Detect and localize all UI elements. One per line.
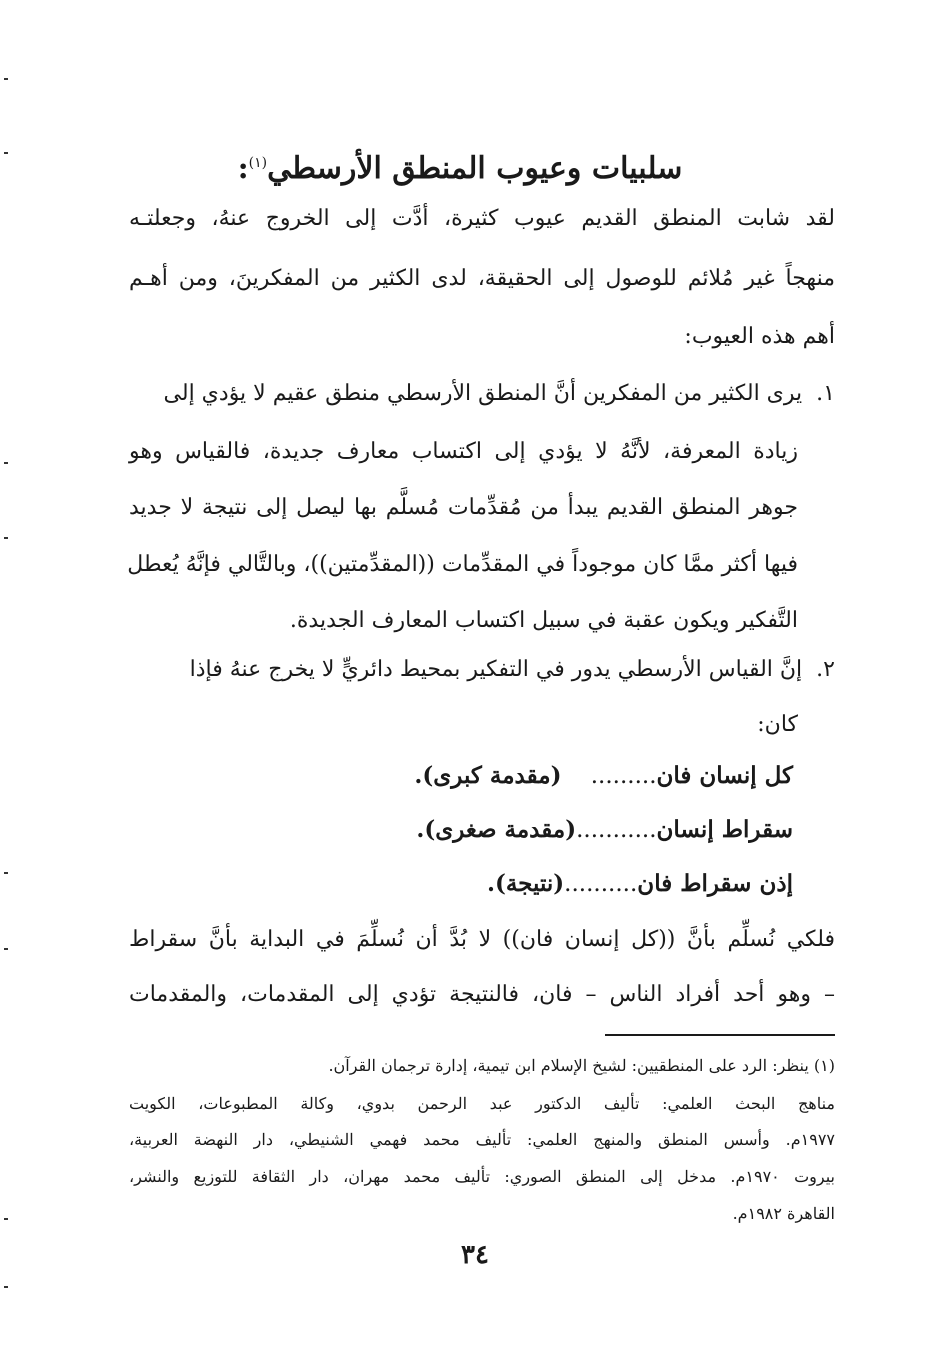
scan-margin-mark [4, 78, 8, 80]
list-item-2-first-line [129, 650, 835, 690]
syllogism-term: سقراط إنسان [656, 816, 793, 843]
syllogism-major-premise [414, 756, 793, 796]
scan-margin-mark [4, 152, 8, 154]
footnote-line-1: (١) ينظر: الرد على المنطقيين: لشيخ الإسلام ابن تيمية، إدارة ترجمان القرآن. [328, 1056, 835, 1075]
footnote-separator [605, 1034, 835, 1036]
list-item-1-line-4: فيها أكثر ممَّا كان موجوداً في المقدِّمات ((المقدِّمتين))، وبالتَّالي فإنَّهُ يُعطل [127, 552, 798, 577]
syllogism-dots: ........... [576, 817, 657, 843]
section-title-text: سلبيات وعيوب المنطق الأرسطي [267, 151, 683, 186]
list-item-2-text: إنَّ القياس الأرسطي يدور في التفكير بمحيط دائريٍّ لا يخرج عنهُ فإذا [189, 657, 803, 682]
intro-line-3: أهم هذه العيوب: [684, 324, 835, 349]
scan-margin-mark [4, 1286, 8, 1288]
syllogism-conclusion [487, 864, 793, 904]
syllogism-term: كل إنسان فان [656, 762, 793, 789]
syllogism-dots: .......... [564, 871, 638, 897]
list-item-1-text: يرى الكثير من المفكرين أنَّ المنطق الأرسطي منطق عقيم لا يؤدي إلى [163, 381, 803, 406]
syllogism-term: إذن سقراط فان [637, 870, 793, 897]
scan-margin-mark [4, 872, 8, 874]
scan-margin-mark [4, 948, 8, 950]
footnote-line-2: مناهج البحث العلمي: تأليف الدكتور عبد الرحمن بدوي، وكالة المطبوعات، الكويت [129, 1094, 835, 1113]
list-item-2-number: ٢. [816, 657, 835, 682]
intro-line-1: لقد شابت المنطق القديم عيوب كثيرة، أدَّت إلى الخروج عنهُ، وجعلتـه [129, 206, 835, 231]
list-item-1-number: ١. [816, 381, 835, 406]
list-item-1-line-3: جوهر المنطق القديم يبدأ من مُقدِّمات مُسلَّم بها ليصل إلى نتيجة لا جديد [129, 495, 798, 520]
syllogism-label: (نتيجة). [486, 870, 565, 897]
title-colon: : [237, 151, 249, 186]
scan-margin-mark [4, 1218, 8, 1220]
scan-margin-mark [4, 537, 8, 539]
list-item-2-line-2: كان: [757, 712, 798, 737]
footnote-line-3: ١٩٧٧م. وأسس المنطق والمنهج العلمي: تأليف محمد فهمي الشنيطي، دار النهضة العربية، [129, 1130, 835, 1149]
footnote-reference: (١) [248, 155, 268, 171]
footnote-line-4: بيروت ١٩٧٠م. مدخل إلى المنطق الصوري: تأليف محمد مهران، دار الثقافة للتوزيع والنشر، [129, 1167, 836, 1186]
syllogism-label: (مقدمة صغرى). [416, 816, 577, 843]
syllogism-label: (مقدمة كبرى). [414, 762, 562, 789]
list-item-1-line-2: زيادة المعرفة، لأنَّهُ لا يؤدي إلى اكتساب معارف جديدة، فالقياس وهو [129, 439, 798, 464]
conclusion-line-1: فلكي نُسلِّم بأنَّ ((كل إنسان فان)) لا بُدَّ أن نُسلِّمَ في البداية بأنَّ سقراط [129, 927, 835, 952]
page-number: ٣٤ [461, 1240, 489, 1270]
list-item-1-first-line [129, 374, 835, 414]
intro-line-2: منهجاً غير مُلائم للوصول إلى الحقيقة، لدى الكثير من المفكرينَ، ومن أهـم [129, 266, 835, 291]
section-title [200, 138, 720, 194]
conclusion-line-2: – وهو أحد أفراد الناس – فان، فالنتيجة تؤدي إلى المقدمات، والمقدمات [129, 982, 835, 1007]
syllogism-minor-premise [416, 810, 793, 850]
footnote-line-5: القاهرة ١٩٨٢م. [732, 1204, 835, 1223]
syllogism-dots: ......... [590, 763, 657, 789]
list-item-1-line-5: التَّفكير ويكون عقبة في سبيل اكتساب المعارف الجديدة. [289, 608, 798, 633]
scan-margin-mark [4, 462, 8, 464]
